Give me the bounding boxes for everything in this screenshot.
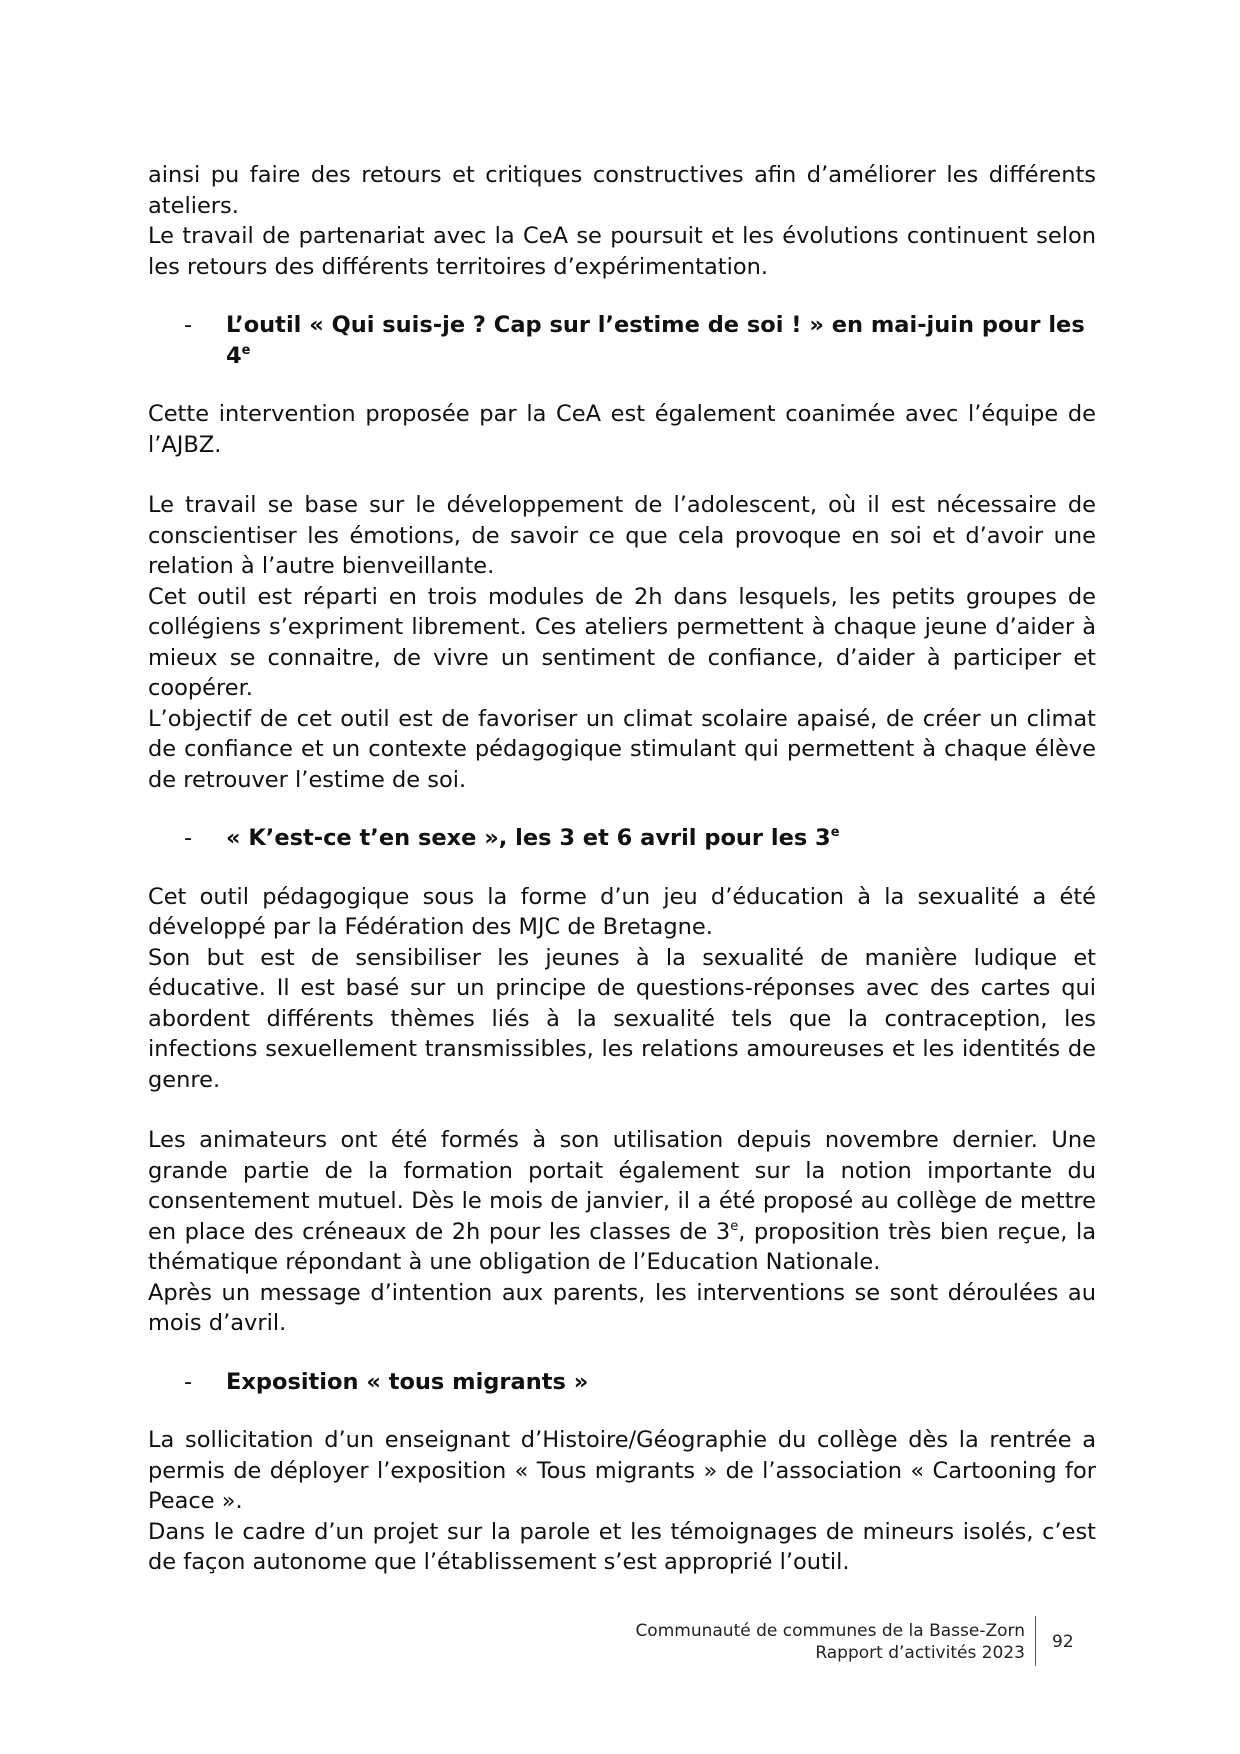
bullet-dash: - [184, 825, 193, 851]
paragraph: Cette intervention proposée par la CeA est également coanimée avec l’équipe de l’AJBZ. [148, 401, 1096, 458]
intro-paragraph-2: Le travail de partenariat avec la CeA se poursuit et les évolutions continuent selon les retours des différents territoires d’expérimentation. [148, 223, 1096, 280]
page-footer [0, 1620, 1240, 1680]
bullet-dash: - [184, 312, 193, 338]
section-heading-text: L’outil « Qui suis-je ? Cap sur l’estime de soi ! » en mai-juin pour les 4 [226, 312, 1085, 369]
paragraph-text: , proposition très bien reçue, la thématique répondant à une obligation de l’Education Nationale. [148, 1218, 1096, 1275]
paragraph: Cet outil est réparti en trois modules de 2h dans lesquels, les petits groupes de collégiens s’expriment librement. Ces ateliers permettent à chaque jeune d’aider à mieux se connaitre, de vivre un sentiment de confiance, d’aider à participer et coopérer. [148, 583, 1096, 701]
paragraph: Cet outil pédagogique sous la forme d’un jeu d’éducation à la sexualité a été développé par la Fédération des MJC de Bretagne. [148, 883, 1096, 940]
section-heading-kestce [148, 823, 1096, 854]
paragraph: Dans le cadre d’un projet sur la parole et les témoignages de mineurs isolés, c’est de façon autonome que l’établissement s’est approprié l’outil. [148, 1518, 1096, 1575]
section-heading-text: « K’est-ce t’en sexe », les 3 et 6 avril pour les 3 [226, 825, 831, 851]
paragraph: Après un message d’intention aux parents, les interventions se sont déroulées au mois d’avril. [148, 1279, 1096, 1336]
paragraph-text: Les animateurs ont été formés à son utilisation depuis novembre dernier. Une grande partie de la formation portait également sur la notion importante du consentement mutuel. Dès le mois de janvier, il a été proposé au collège de mettre en place des créneaux de 2h pour les classes de 3 [148, 1127, 1096, 1245]
paragraph: Son but est de sensibiliser les jeunes à la sexualité de manière ludique et éducative. Il est basé sur un principe de questions-réponses avec des cartes qui abordent différents thèmes liés à la sexualité tels que la contraception, les infections sexuellement transmissibles, les relations amoureuses et les identités de genre. [148, 944, 1096, 1093]
page-number: 92 [1052, 1632, 1074, 1652]
section-heading-text: Exposition « tous migrants » [226, 1368, 589, 1395]
superscript: e [730, 1218, 739, 1234]
section-heading-estime [148, 310, 1096, 371]
section-heading-exposition [148, 1367, 1096, 1398]
superscript: e [830, 825, 840, 840]
bullet-dash: - [184, 1368, 193, 1395]
superscript: e [241, 342, 251, 358]
paragraph [148, 1125, 1096, 1278]
intro-paragraph-1: ainsi pu faire des retours et critiques constructives afin d’améliorer les différents ateliers. [148, 162, 1096, 219]
footer-report-title: Rapport d’activités 2023 [815, 1643, 1025, 1663]
paragraph: Le travail se base sur le développement de l’adolescent, où il est nécessaire de conscientiser les émotions, de savoir ce que cela provoque en soi et d’avoir une relation à l’autre bienveillante. [148, 492, 1096, 579]
footer-divider [1035, 1616, 1036, 1666]
footer-org [635, 1620, 1025, 1664]
page-content [148, 160, 1096, 1578]
paragraph: La sollicitation d’un enseignant d’Histoire/Géographie du collège dès la rentrée a permis de déployer l’exposition « Tous migrants » de l’association « Cartooning for Peace ». [148, 1427, 1096, 1514]
footer-org-name: Communauté de communes de la Basse-Zorn [635, 1621, 1025, 1641]
paragraph: L’objectif de cet outil est de favoriser un climat scolaire apaisé, de créer un climat de confiance et un contexte pédagogique stimulant qui permettent à chaque élève de retrouver l’estime de soi. [148, 705, 1096, 793]
